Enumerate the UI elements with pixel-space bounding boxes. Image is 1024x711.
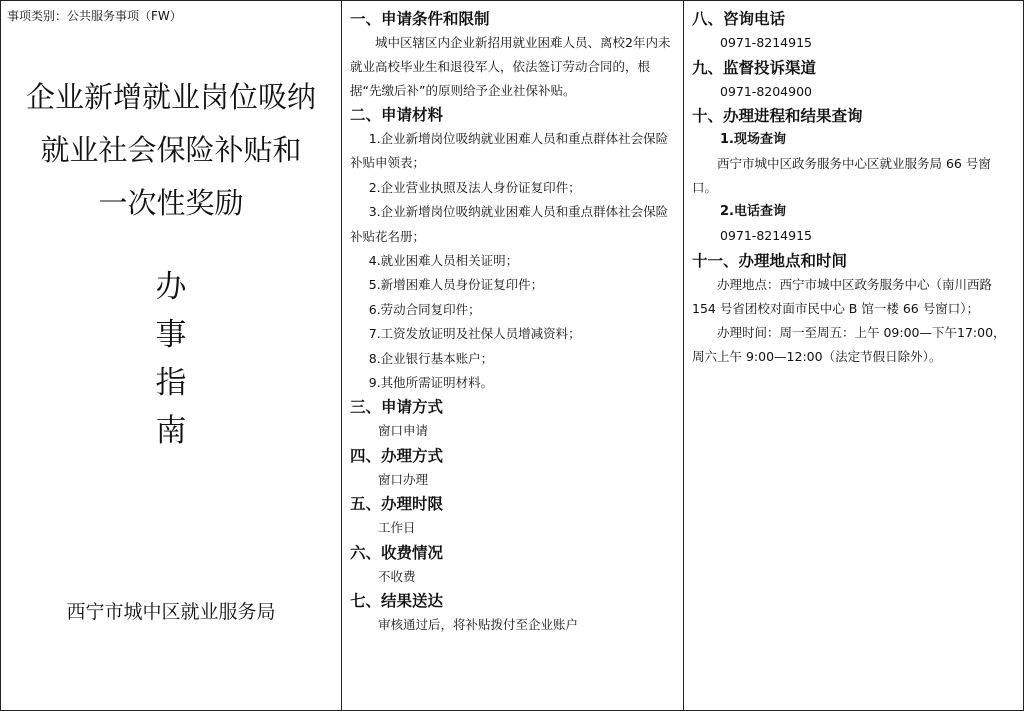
service-title-line: 企业新增就业岗位吸纳: [25, 80, 316, 114]
list-item: 1.企业新增岗位吸纳就业困难人员和重点群体社会保险补贴申领表；: [350, 131, 669, 171]
section-heading: 一、申请条件和限制: [350, 10, 490, 28]
service-title: [1, 71, 341, 230]
section-materials: [350, 103, 675, 395]
section-text: 西宁市城中区政务服务中心区就业服务局 66 号窗口。: [692, 156, 991, 195]
section-progress-query: [692, 104, 1015, 249]
section-text: 城中区辖区内企业新招用就业困难人员、离校2年内未就业高校毕业生和退役军人，依法签订劳动合同的，根据“先缴后补”的原则给予企业社保补贴。: [350, 35, 671, 98]
guide-label: [1, 263, 341, 455]
section-consult-phone: [692, 7, 1015, 56]
service-title-line: 就业社会保险补贴和: [40, 133, 302, 167]
section-result-delivery: [350, 589, 675, 638]
section-heading: 七、结果送达: [350, 592, 444, 611]
cover-column: [1, 1, 342, 710]
agency-name: 西宁市城中区就业服务局: [66, 601, 276, 623]
list-item: 3.企业新增岗位吸纳就业困难人员和重点群体社会保险补贴花名册；: [350, 204, 669, 244]
service-title-line: 一次性奖励: [98, 186, 244, 220]
section-heading: 三、申请方式: [350, 398, 444, 417]
section-text: 窗口办理: [378, 471, 429, 487]
section-text: 窗口申请: [378, 423, 429, 439]
section-heading: 九、监督投诉渠道: [692, 58, 817, 77]
section-heading: 四、办理方式: [350, 446, 444, 465]
guide-char: 南: [155, 413, 187, 449]
section-heading: 六、收费情况: [350, 543, 444, 562]
hours-text: 办理时间：周一至周五：上午 09:00—下午17:00，周六上午 9:00—12:00（法定节假日除外）。: [692, 324, 1006, 364]
right-column: [684, 1, 1023, 710]
subheading-phone: 2.电话查询: [720, 204, 786, 219]
list-item: 9.其他所需证明材料。: [368, 375, 494, 391]
subheading-onsite: 1.现场查询: [720, 132, 786, 147]
list-item: 6.劳动合同复印件；: [368, 301, 481, 317]
section-location-hours: [692, 249, 1015, 369]
phone-number: 0971-8214915: [720, 228, 812, 243]
guide-char: 指: [155, 365, 187, 401]
address-text: 办理地点：西宁市城中区政务服务中心（南川西路 154 号省团校对面市民中心 B 馆一楼 66 号窗口）；: [692, 276, 993, 316]
section-text: 工作日: [378, 520, 416, 536]
section-fees: [350, 541, 675, 590]
section-complaint-channel: [692, 56, 1015, 105]
section-heading: 八、咨询电话: [692, 10, 786, 28]
list-item: 5.新增困难人员身份证复印件；: [368, 277, 544, 293]
section-heading: 五、办理时限: [350, 495, 444, 514]
section-heading: 十一、办理地点和时间: [692, 251, 848, 270]
guide-char: 事: [155, 317, 187, 353]
section-heading: 二、申请材料: [350, 106, 444, 124]
section-conditions: [350, 7, 675, 103]
phone-number: 0971-8204900: [720, 83, 812, 99]
section-heading: 十、办理进程和结果查询: [692, 107, 863, 125]
section-handling-method: [350, 444, 675, 493]
list-item: 4.就业困难人员相关证明；: [368, 253, 519, 269]
phone-number: 0971-8214915: [720, 35, 812, 50]
list-item: 7.工资发放证明及社保人员增减资料；: [368, 326, 581, 342]
section-text: 审核通过后，将补贴拨付至企业账户: [378, 617, 579, 633]
item-category: 事项类别：公共服务事项（FW）: [7, 9, 182, 23]
guide-char: 办: [155, 269, 187, 305]
list-item: 2.企业营业执照及法人身份证复印件；: [368, 179, 581, 195]
middle-column: [342, 1, 684, 710]
list-item: 8.企业银行基本账户；: [368, 350, 494, 366]
section-text: 不收费: [378, 568, 416, 584]
section-apply-method: [350, 395, 675, 444]
section-time-limit: [350, 492, 675, 541]
